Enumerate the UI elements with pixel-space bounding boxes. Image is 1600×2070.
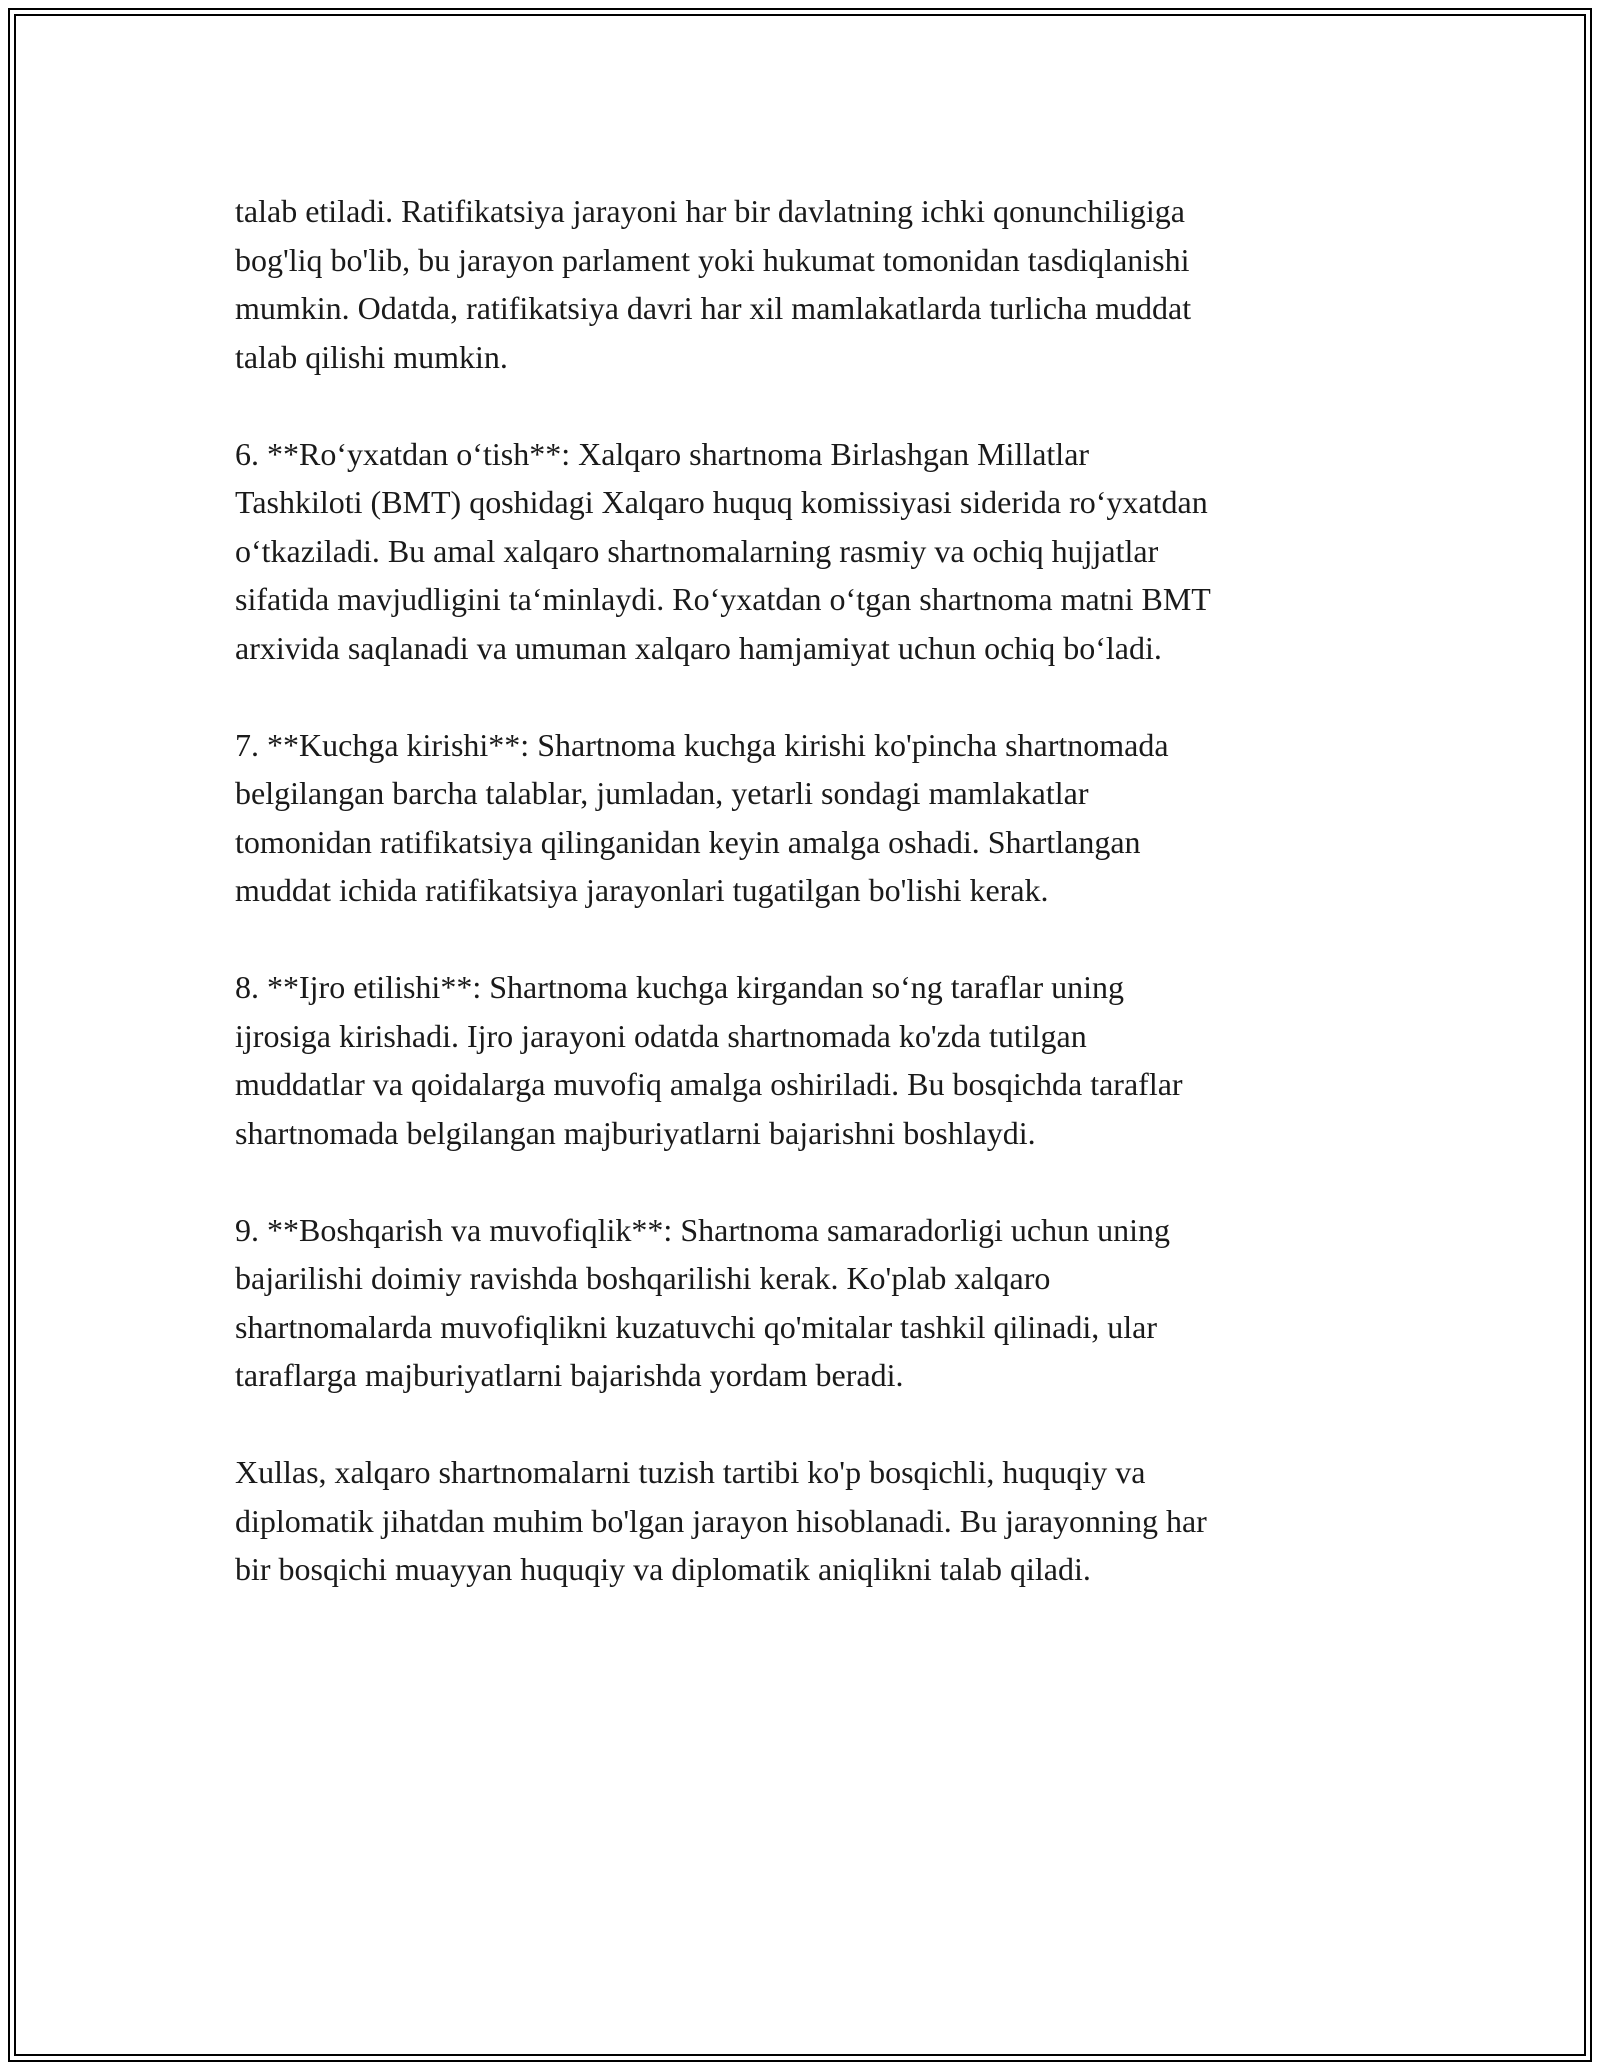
paragraph-ratification-continued [235,187,1375,381]
paragraph-entry-into-force [235,721,1375,915]
paragraph-execution [235,963,1375,1157]
text-line: shartnomada belgilangan majburiyatlarni bajarishni boshlaydi. [235,1114,1036,1151]
text-line: mumkin. Odatda, ratifikatsiya davri har xil mamlakatlarda turlicha muddat [235,290,1192,326]
document-body [235,187,1375,1642]
paragraph-management-compliance [235,1206,1375,1400]
paragraph-registration [235,430,1375,673]
text-line: 7. **Kuchga kirishi**: Shartnoma kuchga kirishi ko'pincha shartnomada [235,726,1169,763]
text-line: 6. **Roʻyxatdan oʻtish**: Xalqaro shartnoma Birlashgan Millatlar [235,435,1090,472]
text-line: muddat ichida ratifikatsiya jarayonlari tugatilgan bo'lishi kerak. [235,872,1049,908]
text-line: sifatida mavjudligini taʻminlaydi. Roʻyxatdan oʻtgan shartnoma matni BMT [235,581,1211,617]
text-line: taraflarga majburiyatlarni bajarishda yordam beradi. [235,1357,904,1393]
text-line: bajarilishi doimiy ravishda boshqarilishi kerak. Ko'plab xalqaro [235,1260,1051,1296]
text-line: arxivida saqlanadi va umuman xalqaro hamjamiyat uchun ochiq boʻladi. [235,629,1162,666]
text-line: oʻtkaziladi. Bu amal xalqaro shartnomalarning rasmiy va ochiq hujjatlar [235,532,1159,569]
text-line: shartnomalarda muvofiqlikni kuzatuvchi qo'mitalar tashkil qilinadi, ular [235,1308,1157,1345]
text-line: bog'liq bo'lib, bu jarayon parlament yoki hukumat tomonidan tasdiqlanishi [235,241,1190,278]
paragraph-conclusion [235,1448,1375,1594]
text-line: bir bosqichi muayyan huquqiy va diplomatik aniqlikni talab qiladi. [235,1551,1091,1587]
text-line: Tashkiloti (BMT) qoshidagi Xalqaro huquq komissiyasi siderida roʻyxatdan [235,484,1208,520]
text-line: talab qilishi mumkin. [235,338,508,375]
text-line: Xullas, xalqaro shartnomalarni tuzish tartibi ko'p bosqichli, huquqiy va [235,1454,1146,1490]
text-line: ijrosiga kirishadi. Ijro jarayoni odatda shartnomada ko'zda tutilgan [235,1017,1087,1054]
text-line: muddatlar va qoidalarga muvofiq amalga oshiriladi. Bu bosqichda taraflar [235,1066,1183,1102]
text-line: 9. **Boshqarish va muvofiqlik**: Shartnoma samaradorligi uchun uning [235,1211,1170,1248]
text-line: talab etiladi. Ratifikatsiya jarayoni har bir davlatning ichki qonunchiligiga [235,193,1185,229]
text-line: diplomatik jihatdan muhim bo'lgan jarayon hisoblanadi. Bu jarayonning har [235,1502,1207,1539]
text-line: belgilangan barcha talablar, jumladan, yetarli sondagi mamlakatlar [235,775,1089,811]
text-line: 8. **Ijro etilishi**: Shartnoma kuchga kirgandan soʻng taraflar uning [235,969,1124,1005]
text-line: tomonidan ratifikatsiya qilinganidan keyin amalga oshadi. Shartlangan [235,823,1141,860]
